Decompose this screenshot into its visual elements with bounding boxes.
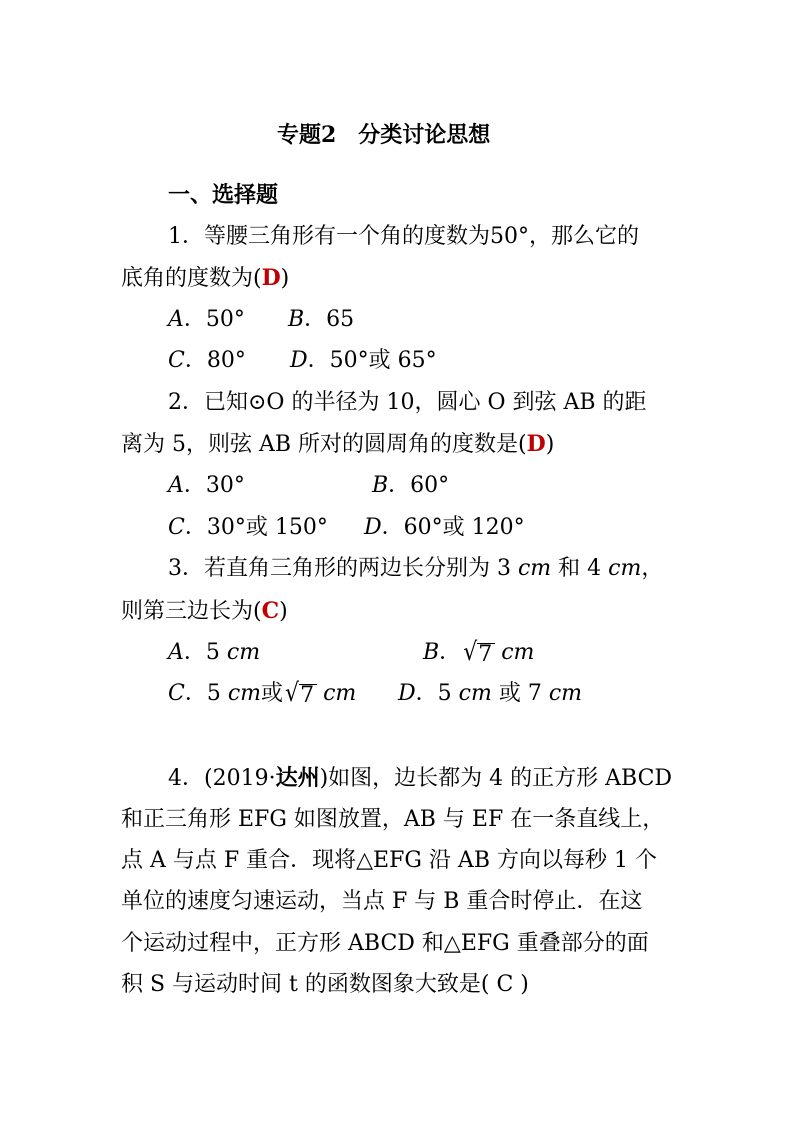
q3-opt-c-or: 或	[261, 681, 284, 706]
q2-opt-a-text: ．30°	[183, 473, 245, 498]
q4-line1	[168, 763, 672, 794]
q3-stem-end: 则第三边长为(	[121, 599, 262, 624]
q3-stem-a: 3．若直角三角形的两边长分别为 3	[168, 556, 518, 581]
q4-line5: 个运动过程中，正方形 ABCD 和△EFG 重叠部分的面	[121, 931, 649, 956]
q1-stem-end: 底角的度数为(	[121, 266, 262, 291]
q1-answer: D	[261, 265, 281, 291]
q3-opt-b-letter: B	[423, 640, 440, 665]
q4-line6: 积 S 与运动时间 t 的函数图象大致是( C )	[121, 972, 529, 997]
q3-opt-d-unit-2: cm	[548, 681, 582, 706]
q3-stem-c: ，	[641, 556, 664, 581]
q3-opt-d-text: ．5	[415, 681, 459, 706]
q3-opt-b-unit: cm	[501, 640, 535, 665]
q3-line1	[168, 554, 663, 584]
q1-option-d	[290, 346, 437, 376]
q3-opt-a-letter: A	[168, 640, 184, 665]
q3-opt-b-radicand: 7	[477, 643, 495, 666]
q1-opt-d-text: ．50°或 65°	[307, 348, 437, 373]
q3-close-paren: )	[279, 599, 288, 624]
q3-opt-a-unit: cm	[226, 640, 261, 665]
q1-opt-b-letter: B	[288, 307, 305, 332]
q3-opt-c-unit-2: cm	[323, 681, 357, 706]
q4-line3: 点 A 与点 F 重合．现将△EFG 沿 AB 方向以每秒 1 个	[121, 848, 657, 873]
q2-option-a	[168, 471, 245, 501]
q1-line1: 1．等腰三角形有一个角的度数为50°，那么它的	[168, 224, 639, 249]
q3-option-d	[398, 679, 582, 709]
q1-opt-c-letter: C	[168, 348, 185, 373]
q2-opt-c-text: ．30°或 150°	[184, 515, 328, 540]
q3-answer: C	[261, 598, 280, 624]
q3-opt-c-unit: cm	[227, 681, 262, 706]
q2-close-paren: )	[545, 432, 555, 457]
q1-options-ab	[168, 305, 245, 335]
q3-opt-d-unit: cm	[458, 681, 492, 706]
section-heading: 一、选择题	[168, 182, 279, 208]
q3-opt-c-letter: C	[168, 681, 185, 706]
q3-opt-c-radicand: 7	[299, 684, 317, 707]
q3-opt-a-text: ．5	[183, 640, 227, 665]
q1-opt-c-text: ．80°	[184, 348, 246, 373]
q2-line1: 2．已知⊙O 的半径为 10，圆心 O 到弦 AB 的距	[168, 390, 647, 415]
q3-opt-b-text: ．	[439, 640, 462, 665]
q3-unit-2: cm	[608, 556, 642, 581]
q1-opt-a-text: ．50°	[183, 307, 245, 332]
q2-stem-end: 离为 5，则弦 AB 所对的圆周角的度数是(	[121, 432, 527, 457]
q4-stem-a: )如图，边长都为 4 的正方形 ABCD	[319, 766, 673, 791]
q3-option-a	[168, 638, 260, 668]
q4-source-pre: 4．(2019·	[168, 766, 276, 791]
q2-answer: D	[526, 431, 546, 457]
q1-opt-b-text: ．65	[304, 307, 355, 332]
q1-opt-a-letter: A	[168, 307, 184, 332]
q3-option-b	[423, 638, 534, 668]
q2-opt-d-text: ．60°或 120°	[381, 515, 525, 540]
q4-line4: 单位的速度匀速运动，当点 F 与 B 重合时停止．在这	[121, 889, 643, 914]
q2-opt-a-letter: A	[168, 473, 184, 498]
q3-opt-d-text-2: 或 7	[491, 681, 549, 706]
sqrt-symbol: √ 7	[285, 681, 317, 707]
q2-option-d	[364, 513, 525, 543]
q1-opt-d-letter: D	[290, 348, 308, 373]
q3-opt-d-letter: D	[398, 681, 416, 706]
q2-opt-d-letter: D	[364, 515, 382, 540]
q1-option-c	[168, 346, 246, 376]
q3-stem-b: 和 4	[551, 556, 609, 581]
q4-line2: 和正三角形 EFG 如图放置，AB 与 EF 在一条直线上，	[121, 807, 665, 832]
q3-unit-1: cm	[517, 556, 552, 581]
q3-line2	[121, 596, 288, 627]
q2-option-c	[168, 513, 328, 543]
q2-opt-b-letter: B	[372, 473, 389, 498]
q2-opt-b-text: ．60°	[388, 473, 450, 498]
sqrt-symbol: √ 7	[463, 640, 495, 666]
q2-line2	[121, 429, 554, 460]
q3-option-c	[168, 679, 356, 709]
q1-option-b	[288, 305, 354, 335]
page-title: 专题2 分类讨论思想	[277, 122, 491, 148]
q4-source-region: 达州	[275, 765, 320, 791]
q2-option-b	[372, 471, 449, 501]
q3-opt-c-text: ．5	[184, 681, 228, 706]
q2-opt-c-letter: C	[168, 515, 185, 540]
q1-close-paren: )	[280, 266, 290, 291]
q1-line2	[121, 263, 289, 294]
